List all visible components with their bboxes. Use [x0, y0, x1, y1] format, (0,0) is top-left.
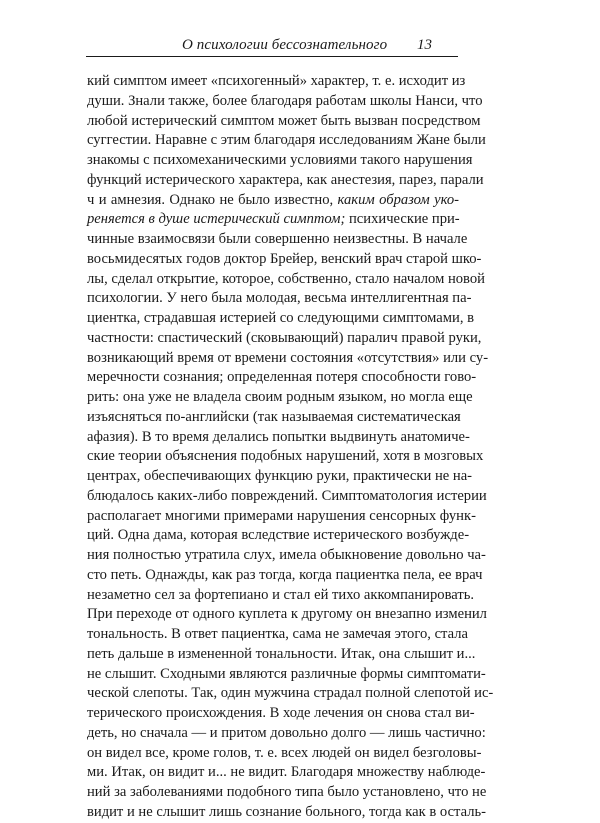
text-line: тональность. В ответ пациентка, сама не замечая этого, стала	[87, 626, 468, 642]
text-line: афазия). В то время делались попытки выдвинуть анатомиче-	[87, 428, 470, 445]
text-fragment: психические при-	[349, 211, 460, 228]
text-line: кий симптом имеет «психогенный» характер, т. е. исходит из	[87, 73, 466, 89]
text-line: блюдалось каких-либо повреждений. Симптоматология истерии	[87, 487, 487, 504]
body-text	[87, 72, 494, 823]
text-line: центрах, обеспечивающих функцию руки, практически не на-	[87, 468, 473, 484]
text-line: психологии. У него была молодая, весьма интеллигентная па-	[87, 290, 472, 307]
text-line: петь дальше в измененной тональности. Итак, она слышит и...	[87, 645, 476, 662]
text-line: ми. Итак, он видит и... не видит. Благодаря множеству наблюде-	[87, 764, 486, 781]
text-fragment: ч и амнезия. Однако не было известно,	[87, 191, 334, 208]
text-line: незаметно сел за фортепиано и стал ей тихо аккомпанировать.	[87, 586, 475, 603]
text-line: располагает многими примерами нарушения сенсорных функ-	[87, 507, 476, 524]
page-number: 13	[417, 37, 432, 53]
text-line: функций истерического характера, как анестезия, парез, парали	[87, 171, 484, 188]
text-line-with-emphasis	[87, 210, 459, 230]
emphasis-text: каким образом уко-	[337, 191, 459, 208]
emphasis-text: реняется в душе истерический симптом;	[87, 211, 346, 228]
text-line: души. Знали также, более благодаря работам школы Нанси, что	[87, 92, 483, 109]
text-line: ческой слепоты. Так, один мужчина страдал полной слепотой ис-	[87, 685, 494, 702]
text-line: возникающий время от времени состояния «отсутствия» или су-	[87, 349, 489, 366]
text-line: терического происхождения. В ходе лечения он снова стал ви-	[87, 705, 475, 721]
text-line: ций. Одна дама, которая вследствие истерического возбужде-	[87, 527, 470, 544]
text-line: сто петь. Однажды, как раз тогда, когда пациентка пела, ее врач	[87, 566, 483, 583]
text-line: любой истерический симптом может быть вызван посредством	[87, 112, 481, 129]
text-line: ские теории объяснения подобных нарушений, хотя в мозговых	[87, 448, 484, 465]
text-line: ния полностью утратила слух, имела обыкновение довольно ча-	[87, 547, 486, 563]
text-line: циентка, страдавшая истерией со следующими симптомами, в	[87, 310, 475, 326]
text-line: При переходе от одного куплета к другому он внезапно изменил	[87, 606, 487, 623]
text-line: чинные взаимосвязи были совершенно неизвестны. В начале	[87, 231, 468, 247]
text-line: частности: спастический (сковывающий) паралич правой руки,	[87, 329, 482, 346]
text-line: меречности сознания; определенная потеря способности гово-	[87, 369, 477, 386]
text-line: знакомы с психомеханическими условиями такого нарушения	[87, 152, 473, 168]
running-title: О психологии бессознательного	[182, 37, 388, 53]
text-line: восьмидесятых годов доктор Брейер, венский врач старой шко-	[87, 250, 482, 267]
text-line: изъясняться по-английски (так называемая систематическая	[87, 408, 461, 425]
text-line: видит и не слышит лишь сознание больного, тогда как в осталь-	[87, 803, 487, 820]
text-line: деть, но сначала — и притом довольно долго — лишь частично:	[87, 724, 486, 741]
running-header	[86, 34, 458, 57]
text-line: ний за заболеваниями подобного типа было установлено, что не	[87, 784, 487, 800]
text-line: лы, сделал открытие, которое, собственно, стало началом новой	[87, 270, 485, 287]
text-line: суггестии. Наравне с этим благодаря исследованиям Жане были	[87, 132, 486, 149]
text-line: рить: она уже не владела своим родным языком, но могла еще	[87, 389, 473, 405]
text-line: он видел все, кроме голов, т. е. всех людей он видел безголовы-	[87, 744, 482, 761]
text-line-with-emphasis	[87, 191, 459, 211]
text-line: не слышит. Сходными являются различные формы симптомати-	[87, 665, 486, 682]
